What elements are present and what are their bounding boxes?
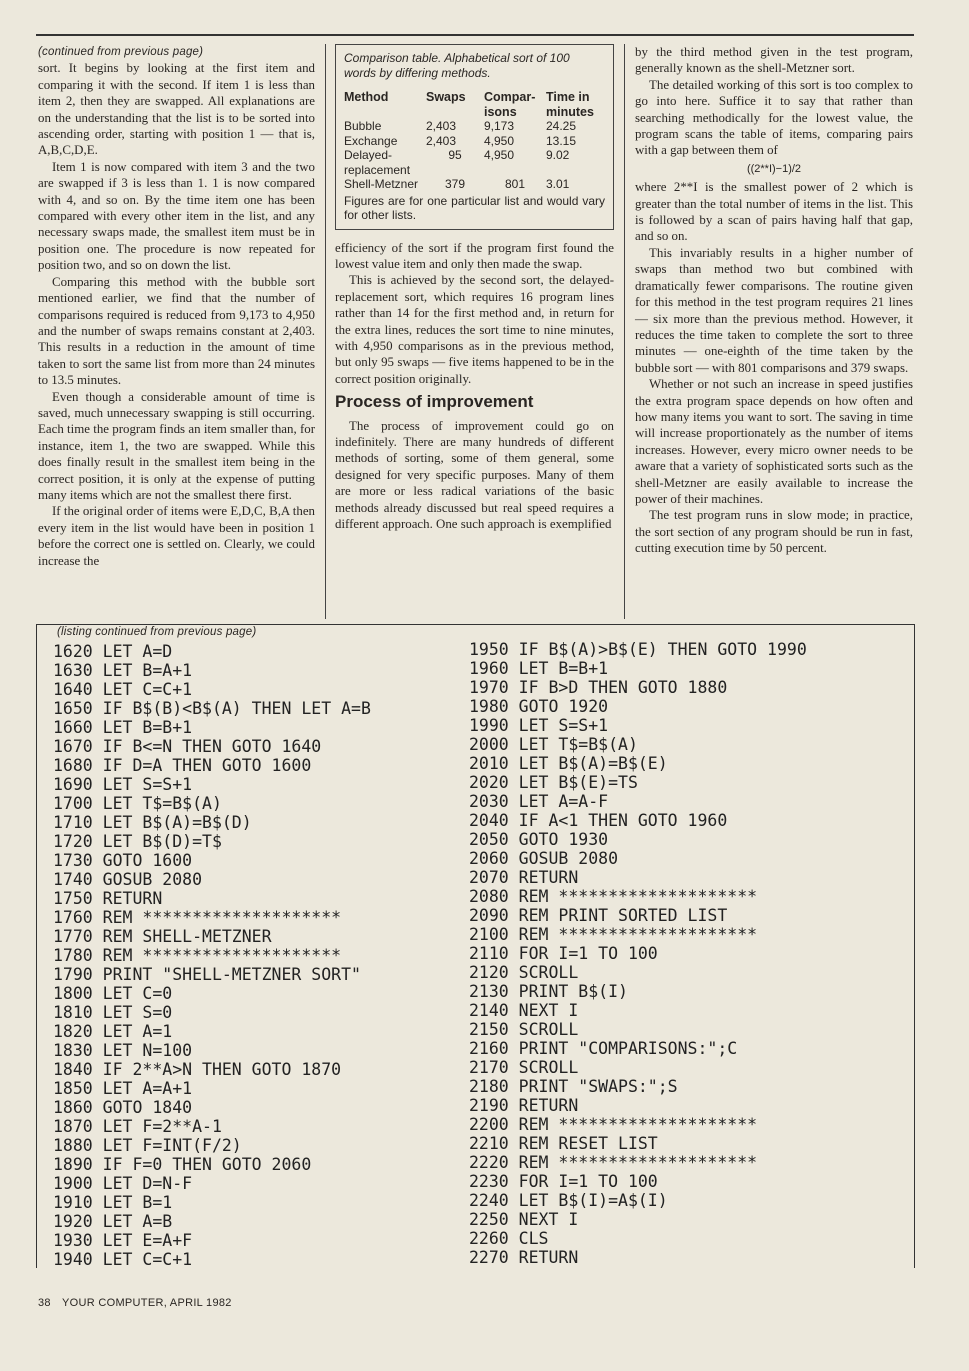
code-line: 1900 LET D=N-F (53, 1174, 193, 1193)
section-heading: Process of improvement (335, 392, 534, 412)
code-line: 2200 REM ******************** (469, 1115, 758, 1134)
code-line: 1830 LET N=100 (53, 1041, 193, 1060)
code-line: 1930 LET E=A+F (53, 1231, 193, 1250)
code-line: 1800 LET C=0 (53, 984, 173, 1003)
code-line: 1620 LET A=D (53, 642, 173, 661)
listing-right-column (469, 640, 807, 1267)
code-line: 1990 LET S=S+1 (469, 716, 609, 735)
continued-label: (continued from previous page) (38, 46, 204, 58)
code-line: 1970 IF B>D THEN GOTO 1880 (469, 678, 728, 697)
paragraph: Even though a considerable amount of time is saved, much unnecessary swapping is still occurring. Each time the program finds an item smaller than, for instance, item 1, the two are swapped. While this does finally result in the smallest item being in the correct position, it is only at the expense of putting many items which are not the smallest there first. (38, 389, 315, 502)
table-header: Method (344, 90, 389, 104)
code-line: 1710 LET B$(A)=B$(D) (53, 813, 252, 832)
code-line: 1980 GOTO 1920 (469, 697, 609, 716)
code-line: 2230 FOR I=1 TO 100 (469, 1172, 658, 1191)
code-line: 1790 PRINT "SHELL-METZNER SORT" (53, 965, 361, 984)
listing-continued-label: (listing continued from previous page) (57, 626, 257, 638)
code-line: 1760 REM ******************** (53, 908, 342, 927)
table-row (344, 177, 605, 192)
table-cell: 95 (448, 148, 462, 162)
paragraph: The process of improvement could go on indefinitely. There are many hundreds of different methods of sorting, some of them general, some designed for very specific purposes. Many of them are more or less radical variations of the basic methods already discussed but real speed requires a different approach. One such approach is exemplified (335, 418, 614, 531)
paragraph: Item 1 is now compared with item 3 and the two are swapped if 3 is less than 1. 1 is now compared with 4, and so on. By the time item one has been compared with every other item in the list, and any necessary swaps made, the smallest item must be in position one. The procedure is now repeated for position two, and so on down the list. (38, 159, 315, 273)
paragraph: Whether or not such an increase in speed justifies the extra program space depends on how often and how many items you want to sort. The saving in time will increase proportionately as the number of items increases. However, every micro owner needs to be aware that a variety of sophisticated sorts such as the shell-Metzner are easily available to increase the power of their machines. (635, 377, 913, 506)
table-cell: 801 (504, 177, 526, 191)
publication-name: YOUR COMPUTER, APRIL 1982 (62, 1297, 232, 1309)
code-line: 2130 PRINT B$(I) (469, 982, 628, 1001)
code-line: 2170 SCROLL (469, 1058, 579, 1077)
column-divider (325, 44, 326, 619)
column-divider (624, 44, 625, 619)
table-cell: 13.15 (546, 133, 577, 148)
code-line: 2110 FOR I=1 TO 100 (469, 944, 658, 963)
code-line: 1650 IF B$(B)<B$(A) THEN LET A=B (53, 699, 371, 718)
paragraph: This invariably results in a higher number of swaps than method two but combined with dramatically fewer comparisons. The routine given for this method in the test program requires 21 lines — six more than the previous method. However, it reduces the time taken to complete the sort to three minutes — one-eighth of the time taken by the bubble sort — with 801 comparisons and 379 swaps. (635, 245, 913, 375)
code-line: 2070 RETURN (469, 868, 579, 887)
table-header: Time in minutes (546, 90, 594, 119)
code-line: 1810 LET S=0 (53, 1003, 173, 1022)
code-line: 1780 REM ******************** (53, 946, 342, 965)
code-line: 2030 LET A=A-F (469, 792, 609, 811)
paragraph: by the third method given in the test program, generally known as the shell-Metzner sort. (635, 45, 913, 76)
code-line: 1950 IF B$(A)>B$(E) THEN GOTO 1990 (469, 640, 807, 659)
paragraph: Comparing this method with the bubble sort mentioned earlier, we find that the number of comparisons required is reduced from 9,173 to 4,950 and the number of swaps remains constant at 2,403. This results in a reduction in the amount of time taken to sort the same list from more than 24 minutes to 13.5 minutes. (38, 274, 315, 388)
code-line: 2190 RETURN (469, 1096, 579, 1115)
code-line: 2000 LET T$=B$(A) (469, 735, 638, 754)
code-line: 2010 LET B$(A)=B$(E) (469, 754, 668, 773)
table-cell: 2,403 (426, 133, 457, 148)
code-line: 2240 LET B$(I)=A$(I) (469, 1191, 668, 1210)
code-line: 1670 IF B<=N THEN GOTO 1640 (53, 737, 322, 756)
table-cell: 2,403 (426, 119, 457, 133)
paragraph: The detailed working of this sort is too complex to go into here. Suffice it to say that rather than searching methodically for the lowest value, the program scans the table of items, comparing pairs with a gap between them of (635, 77, 913, 158)
paragraph: efficiency of the sort if the program first found the lowest value item and only then made the swap. (335, 240, 614, 271)
page-footer (38, 1297, 240, 1309)
code-line: 2100 REM ******************** (469, 925, 758, 944)
article-column-3 (635, 44, 913, 557)
paragraph: The test program runs in slow mode; in practice, the sort section of any program should be run in fast, cutting execution time by 50 percent. (635, 508, 913, 556)
article-column-1 (38, 44, 315, 569)
code-line: 2160 PRINT "COMPARISONS:";C (469, 1039, 738, 1058)
top-rule (36, 34, 914, 36)
table-cell: Bubble (344, 119, 382, 133)
article-column-2 (335, 44, 614, 532)
code-line: 1700 LET T$=B$(A) (53, 794, 222, 813)
code-line: 2080 REM ******************** (469, 887, 758, 906)
page-number: 38 (38, 1297, 51, 1309)
code-line: 2210 REM RESET LIST (469, 1134, 658, 1153)
code-line: 1630 LET B=A+1 (53, 661, 193, 680)
code-line: 1660 LET B=B+1 (53, 718, 193, 737)
code-line: 2250 NEXT I (469, 1210, 579, 1229)
code-line: 2050 GOTO 1930 (469, 830, 609, 849)
code-line: 1680 IF D=A THEN GOTO 1600 (53, 756, 312, 775)
code-line: 1690 LET S=S+1 (53, 775, 193, 794)
code-line: 1750 RETURN (53, 889, 163, 908)
code-line: 2180 PRINT "SWAPS:";S (469, 1077, 678, 1096)
code-line: 1940 LET C=C+1 (53, 1250, 193, 1269)
code-line: 2270 RETURN (469, 1248, 579, 1267)
paragraph: This is achieved by the second sort, the delayed-replacement sort, which requires 16 program lines rather than 14 for the first method and, in return for the extra lines, reduces the sort time to nine minutes, with 4,950 comparisons as in the previous method, but only 95 swaps — five items happened to be in the correct position originally. (335, 273, 614, 386)
comparison-table-box (335, 44, 614, 230)
code-line: 1820 LET A=1 (53, 1022, 173, 1041)
code-line: 1740 GOSUB 2080 (53, 870, 203, 889)
code-line: 2260 CLS (469, 1229, 549, 1248)
table-cell: 379 (444, 177, 466, 191)
table-cell: Delayed-replacement (344, 148, 411, 177)
code-line: 2120 SCROLL (469, 963, 579, 982)
table-row (344, 119, 605, 134)
code-line: 1870 LET F=2**A-1 (53, 1117, 222, 1136)
program-listing (36, 624, 915, 1268)
code-line: 1850 LET A=A+1 (53, 1079, 193, 1098)
gap-formula: ((2**I)−1)/2 (746, 162, 802, 175)
code-line: 2040 IF A<1 THEN GOTO 1960 (469, 811, 728, 830)
code-line: 2140 NEXT I (469, 1001, 579, 1020)
table-caption: Comparison table. Alphabetical sort of 100 words by differing methods. (344, 51, 570, 80)
table-cell: 24.25 (546, 119, 577, 133)
code-line: 1920 LET A=B (53, 1212, 173, 1231)
code-line: 2090 REM PRINT SORTED LIST (469, 906, 728, 925)
code-line: 2150 SCROLL (469, 1020, 579, 1039)
listing-left-column (53, 642, 371, 1269)
paragraph: sort. It begins by looking at the first item and comparing it with the second. If item 1 is less than item 2, then they are swapped. All explanations are on the understanding that the list is to be sorted into ascending order, starting with position 1 — that is, A,B,C,D,E. (38, 61, 315, 158)
table-cell: 9.02 (546, 148, 570, 162)
code-line: 1860 GOTO 1840 (53, 1098, 193, 1117)
code-line: 1910 LET B=1 (53, 1193, 173, 1212)
code-line: 1840 IF 2**A>N THEN GOTO 1870 (53, 1060, 342, 1079)
table-cell: 4,950 (484, 148, 515, 162)
code-line: 2220 REM ******************** (469, 1153, 758, 1172)
paragraph: If the original order of items were E,D,C, B,A then every item in the list would have been in position 1 before the correct one is settled on. Clearly, we could increase the (38, 504, 315, 568)
table-cell: 9,173 (484, 119, 515, 133)
code-line: 1880 LET F=INT(F/2) (53, 1136, 242, 1155)
code-line: 1640 LET C=C+1 (53, 680, 193, 699)
table-row (344, 134, 605, 149)
table-header: Compar-isons (484, 90, 536, 119)
code-line: 1890 IF F=0 THEN GOTO 2060 (53, 1155, 312, 1174)
table-cell: 3.01 (546, 177, 570, 191)
code-line: 2060 GOSUB 2080 (469, 849, 619, 868)
table-header: Swaps (426, 90, 466, 104)
code-line: 1730 GOTO 1600 (53, 851, 193, 870)
code-line: 1770 REM SHELL-METZNER (53, 927, 272, 946)
comparison-table (344, 90, 605, 192)
paragraph: where 2**I is the smallest power of 2 which is greater than the total number of items in the list. This is followed by a scan of pairs having half that gap, and so on. (635, 180, 913, 244)
table-row (344, 148, 605, 177)
code-line: 2020 LET B$(E)=TS (469, 773, 638, 792)
table-footnote: Figures are for one particular list and would vary for other lists. (344, 193, 605, 222)
code-line: 1960 LET B=B+1 (469, 659, 609, 678)
table-cell: Exchange (344, 133, 398, 148)
table-cell: 4,950 (484, 133, 515, 148)
code-line: 1720 LET B$(D)=T$ (53, 832, 222, 851)
table-cell: Shell-Metzner (344, 177, 419, 191)
